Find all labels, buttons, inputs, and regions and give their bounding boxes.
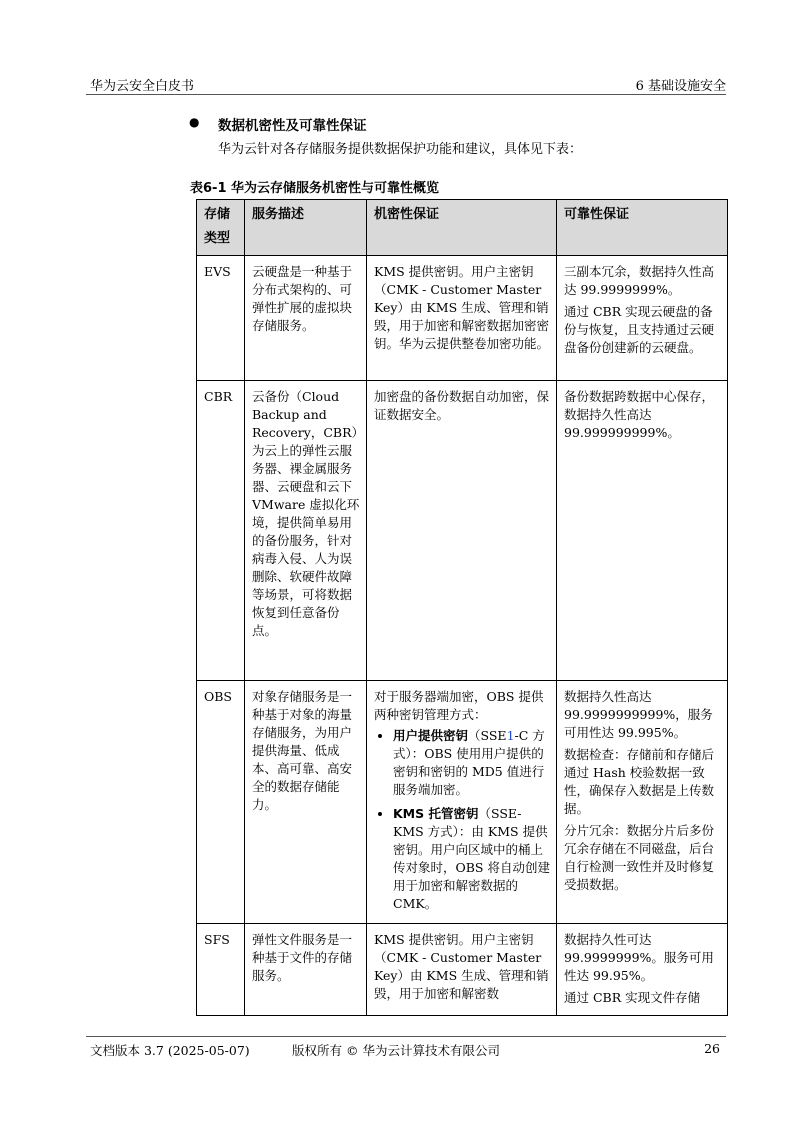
cell-conf: KMS 提供密钥。用户主密钥（CMK - Customer Master Key）由 KMS 生成、管理和销毁，用于加密和解密数据加密密钥。华为云提供整卷加密功能。: [367, 256, 557, 381]
rel-para: 三副本冗余，数据持久性高达 99.9999999%。: [564, 264, 715, 297]
rel-para: 分片冗余：数据分片后多份冗余存储在不同磁盘，后台自行检测一致性并及时修复受损数据。: [564, 823, 715, 892]
cell-type: SFS: [197, 924, 245, 1016]
footer-version: 文档版本 3.7 (2025-05-07): [90, 1043, 250, 1058]
header-confidentiality: 机密性保证: [367, 200, 557, 256]
header-chapter-title: 6 基础设施安全: [635, 79, 726, 94]
cell-conf: KMS 提供密钥。用户主密钥（CMK - Customer Master Key）由 KMS 生成、管理和销毁，用于加密和解密数: [367, 924, 557, 1016]
cell-conf: [367, 681, 557, 924]
cell-desc: 云硬盘是一种基于分布式架构的、可弹性扩展的虚拟块存储服务。: [245, 256, 367, 381]
header-divider: [86, 94, 726, 95]
cell-desc: 云备份（Cloud Backup and Recovery，CBR）为云上的弹性云服务器、裸金属服务器、云硬盘和云下 VMware 虚拟化环境，提供简单易用的备份服务，针对病毒入侵、人为误删除、软硬件故障等场景，可将数据恢复到任意备份点。: [245, 381, 367, 681]
list-item: • KMS 托管密钥（SSE-KMS 方式）：由 KMS 提供密钥。用户向区域中的桶上传对象时，OBS 将自动创建用于加密和解密数据的 CMK。: [393, 805, 551, 913]
rel-para: 数据持久性高达 99.9999999999%，服务可用性达 99.995%。: [564, 689, 713, 740]
cell-rel: [557, 924, 728, 1016]
header-service-desc: 服务描述: [245, 200, 367, 256]
rel-para: 数据持久性可达 99.9999999%。服务可用性达 99.95%。: [564, 932, 714, 983]
table-row-sfs: [197, 924, 728, 1016]
footer-divider: [86, 1036, 726, 1037]
key-mode-list: [374, 727, 551, 913]
cell-desc: 弹性文件服务是一种基于文件的存储服务。: [245, 924, 367, 1016]
table-row-obs: [197, 681, 728, 924]
header-reliability: 可靠性保证: [557, 200, 728, 256]
cell-type: CBR: [197, 381, 245, 681]
footer-copyright: 版权所有 © 华为云计算技术有限公司: [292, 1043, 500, 1058]
table-row-evs: [197, 256, 728, 381]
cell-rel: 备份数据跨数据中心保存，数据持久性高达 99.999999999%。: [557, 381, 728, 681]
header-doc-title: 华为云安全白皮书: [90, 79, 195, 94]
section-intro: 华为云针对各存储服务提供数据保护功能和建议，具体见下表：: [218, 142, 583, 157]
cell-conf: 加密盘的备份数据自动加密，保证数据安全。: [367, 381, 557, 681]
table-row-cbr: [197, 381, 728, 681]
footer-page-number: 26: [704, 1041, 720, 1056]
storage-table: [196, 199, 728, 1016]
cell-rel: [557, 681, 728, 924]
conf-intro: 对于服务器端加密，OBS 提供两种密钥管理方式：: [374, 689, 544, 722]
cell-rel: [557, 256, 728, 381]
list-item: • 用户提供密钥（SSE1-C 方式）：OBS 使用用户提供的密钥和密钥的 MD5 值进行服务端加密。: [393, 727, 551, 799]
cell-type: OBS: [197, 681, 245, 924]
rel-para: 数据检查：存储前和存储后通过 Hash 校验数据一致性，确保存入数据是上传数据。: [564, 747, 715, 816]
table-caption: 表6-1 华为云存储服务机密性与可靠性概览: [190, 181, 440, 196]
table-header-row: [197, 200, 728, 256]
cell-desc: 对象存储服务是一种基于对象的海量存储服务，为用户提供海量、低成本、高可靠、高安全的数据存储能力。: [245, 681, 367, 924]
section-heading: 数据机密性及可靠性保证: [218, 118, 367, 134]
cell-type: EVS: [197, 256, 245, 381]
header-storage-type: 存储类型: [197, 200, 245, 256]
rel-para: 通过 CBR 实现文件存储: [564, 990, 701, 1005]
bullet-icon: ●: [189, 115, 200, 129]
rel-para: 通过 CBR 实现云硬盘的备份与恢复，且支持通过云硬盘备份创建新的云硬盘。: [564, 304, 715, 355]
